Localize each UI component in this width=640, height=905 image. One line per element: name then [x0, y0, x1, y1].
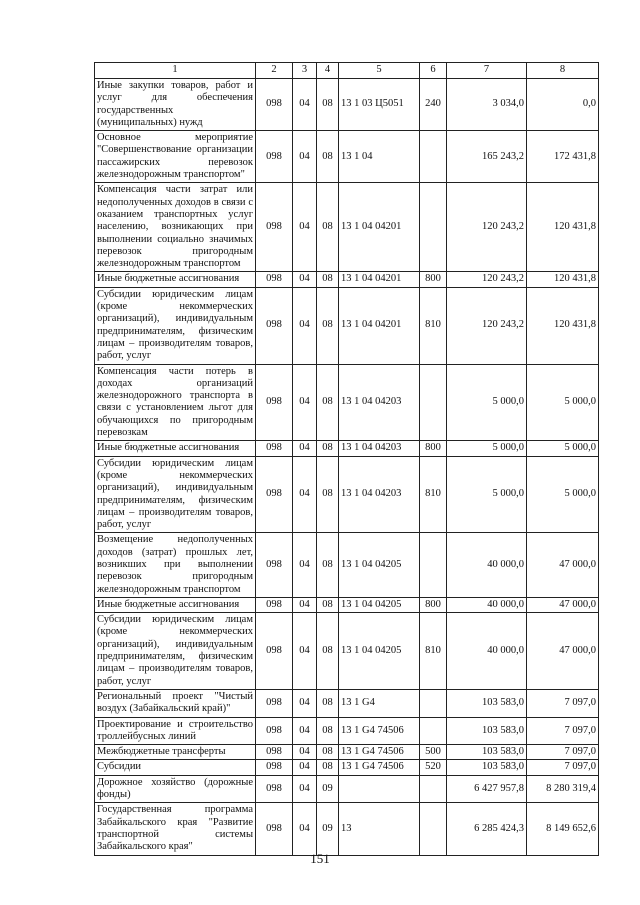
amount-col7-cell: 5 000,0	[447, 441, 527, 456]
row-name-cell: Компенсация части затрат или недополученных доходов в связи с оказанием транспортных услуг населению, возникающих при выполнении социально значимых перевозок пригородным железнодорожным транспортом	[95, 183, 256, 272]
section-code-cell: 04	[293, 272, 317, 287]
subsection-code-cell: 08	[317, 364, 339, 441]
subsection-code-cell: 08	[317, 183, 339, 272]
section-code-cell: 04	[293, 364, 317, 441]
target-article-cell: 13 1 04 04205	[339, 533, 420, 597]
subsection-code-cell: 09	[317, 803, 339, 855]
target-article-cell: 13	[339, 803, 420, 855]
amount-col8-cell: 0,0	[527, 79, 599, 131]
admin-code-cell: 098	[256, 364, 293, 441]
expense-type-cell	[420, 717, 447, 745]
subsection-code-cell: 08	[317, 689, 339, 717]
amount-col7-cell: 3 034,0	[447, 79, 527, 131]
subsection-code-cell: 08	[317, 131, 339, 183]
amount-col7-cell: 40 000,0	[447, 533, 527, 597]
admin-code-cell: 098	[256, 79, 293, 131]
amount-col7-cell: 120 243,2	[447, 183, 527, 272]
target-article-cell: 13 1 04	[339, 131, 420, 183]
header-cell: 6	[420, 63, 447, 79]
amount-col8-cell: 5 000,0	[527, 441, 599, 456]
amount-col8-cell: 5 000,0	[527, 456, 599, 533]
amount-col8-cell: 120 431,8	[527, 287, 599, 364]
row-name-cell: Иные бюджетные ассигнования	[95, 597, 256, 612]
subsection-code-cell: 08	[317, 456, 339, 533]
expense-type-cell: 800	[420, 441, 447, 456]
header-cell: 7	[447, 63, 527, 79]
expense-type-cell: 500	[420, 745, 447, 760]
admin-code-cell: 098	[256, 803, 293, 855]
target-article-cell: 13 1 G4 74506	[339, 717, 420, 745]
subsection-code-cell: 08	[317, 79, 339, 131]
section-code-cell: 04	[293, 803, 317, 855]
section-code-cell: 04	[293, 597, 317, 612]
row-name-cell: Межбюджетные трансферты	[95, 745, 256, 760]
target-article-cell: 13 1 04 04201	[339, 272, 420, 287]
target-article-cell: 13 1 03 Ц5051	[339, 79, 420, 131]
row-name-cell: Иные бюджетные ассигнования	[95, 272, 256, 287]
target-article-cell	[339, 775, 420, 803]
row-name-cell: Субсидии юридическим лицам (кроме некоммерческих организаций), индивидуальным предпринимателям, физическим лицам – производителям товаров, работ, услуг	[95, 456, 256, 533]
expense-type-cell	[420, 364, 447, 441]
amount-col8-cell: 7 097,0	[527, 760, 599, 775]
admin-code-cell: 098	[256, 745, 293, 760]
expense-type-cell: 800	[420, 272, 447, 287]
table-row	[95, 456, 599, 533]
target-article-cell: 13 1 04 04201	[339, 183, 420, 272]
table-row	[95, 597, 599, 612]
subsection-code-cell: 08	[317, 441, 339, 456]
section-code-cell: 04	[293, 183, 317, 272]
target-article-cell: 13 1 G4 74506	[339, 745, 420, 760]
subsection-code-cell: 08	[317, 533, 339, 597]
header-cell: 8	[527, 63, 599, 79]
expense-type-cell: 810	[420, 456, 447, 533]
table-row	[95, 131, 599, 183]
section-code-cell: 04	[293, 287, 317, 364]
amount-col8-cell: 5 000,0	[527, 364, 599, 441]
table-row	[95, 79, 599, 131]
budget-table	[94, 62, 599, 856]
target-article-cell: 13 1 04 04205	[339, 597, 420, 612]
table-row	[95, 441, 599, 456]
admin-code-cell: 098	[256, 597, 293, 612]
subsection-code-cell: 08	[317, 287, 339, 364]
table-row	[95, 183, 599, 272]
amount-col8-cell: 8 280 319,4	[527, 775, 599, 803]
section-code-cell: 04	[293, 533, 317, 597]
admin-code-cell: 098	[256, 441, 293, 456]
target-article-cell: 13 1 G4 74506	[339, 760, 420, 775]
target-article-cell: 13 1 04 04203	[339, 364, 420, 441]
table-row	[95, 364, 599, 441]
row-name-cell: Государственная программа Забайкальского края "Развитие транспортной системы Забайкальского края"	[95, 803, 256, 855]
table-row	[95, 760, 599, 775]
target-article-cell: 13 1 04 04205	[339, 613, 420, 690]
row-name-cell: Дорожное хозяйство (дорожные фонды)	[95, 775, 256, 803]
table-row	[95, 533, 599, 597]
row-name-cell: Субсидии юридическим лицам (кроме некоммерческих организаций), индивидуальным предпринимателям, физическим лицам – производителям товаров, работ, услуг	[95, 287, 256, 364]
row-name-cell: Проектирование и строительство троллейбусных линий	[95, 717, 256, 745]
amount-col7-cell: 165 243,2	[447, 131, 527, 183]
section-code-cell: 04	[293, 613, 317, 690]
subsection-code-cell: 08	[317, 760, 339, 775]
section-code-cell: 04	[293, 775, 317, 803]
table-row	[95, 287, 599, 364]
subsection-code-cell: 08	[317, 597, 339, 612]
expense-type-cell	[420, 183, 447, 272]
section-code-cell: 04	[293, 760, 317, 775]
admin-code-cell: 098	[256, 533, 293, 597]
amount-col8-cell: 47 000,0	[527, 613, 599, 690]
amount-col8-cell: 120 431,8	[527, 183, 599, 272]
amount-col7-cell: 103 583,0	[447, 760, 527, 775]
admin-code-cell: 098	[256, 456, 293, 533]
table-row	[95, 775, 599, 803]
section-code-cell: 04	[293, 79, 317, 131]
row-name-cell: Региональный проект "Чистый воздух (Забайкальский край)"	[95, 689, 256, 717]
amount-col7-cell: 120 243,2	[447, 272, 527, 287]
expense-type-cell	[420, 689, 447, 717]
amount-col8-cell: 7 097,0	[527, 717, 599, 745]
header-cell: 1	[95, 63, 256, 79]
page-number: 151	[310, 851, 330, 866]
expense-type-cell	[420, 533, 447, 597]
admin-code-cell: 098	[256, 775, 293, 803]
expense-type-cell	[420, 131, 447, 183]
table-body	[95, 79, 599, 856]
target-article-cell: 13 1 04 04203	[339, 441, 420, 456]
table-row	[95, 717, 599, 745]
target-article-cell: 13 1 G4	[339, 689, 420, 717]
table-row	[95, 745, 599, 760]
section-code-cell: 04	[293, 131, 317, 183]
admin-code-cell: 098	[256, 287, 293, 364]
table-row	[95, 803, 599, 855]
admin-code-cell: 098	[256, 131, 293, 183]
target-article-cell: 13 1 04 04201	[339, 287, 420, 364]
row-name-cell: Основное мероприятие "Совершенствование организации пассажирских перевозок железнодорожным транспортом"	[95, 131, 256, 183]
row-name-cell: Компенсация части потерь в доходах организаций железнодорожного транспорта в связи с установлением льгот для обучающихся по пригородным перевозкам	[95, 364, 256, 441]
header-cell: 3	[293, 63, 317, 79]
subsection-code-cell: 08	[317, 613, 339, 690]
amount-col7-cell: 5 000,0	[447, 456, 527, 533]
row-name-cell: Субсидии	[95, 760, 256, 775]
expense-type-cell	[420, 803, 447, 855]
section-code-cell: 04	[293, 456, 317, 533]
subsection-code-cell: 08	[317, 745, 339, 760]
admin-code-cell: 098	[256, 760, 293, 775]
expense-type-cell: 240	[420, 79, 447, 131]
amount-col8-cell: 47 000,0	[527, 533, 599, 597]
expense-type-cell: 810	[420, 287, 447, 364]
expense-type-cell: 800	[420, 597, 447, 612]
section-code-cell: 04	[293, 441, 317, 456]
admin-code-cell: 098	[256, 689, 293, 717]
row-name-cell: Субсидии юридическим лицам (кроме некоммерческих организаций), индивидуальным предпринимателям, физическим лицам – производителям товаров, работ, услуг	[95, 613, 256, 690]
table-row	[95, 689, 599, 717]
amount-col8-cell: 120 431,8	[527, 272, 599, 287]
row-name-cell: Возмещение недополученных доходов (затрат) прошлых лет, возникших при выполнении перевозок пригородным железнодорожным транспортом	[95, 533, 256, 597]
subsection-code-cell: 08	[317, 717, 339, 745]
amount-col7-cell: 40 000,0	[447, 613, 527, 690]
amount-col8-cell: 7 097,0	[527, 745, 599, 760]
amount-col7-cell: 120 243,2	[447, 287, 527, 364]
expense-type-cell: 810	[420, 613, 447, 690]
table-row	[95, 613, 599, 690]
amount-col7-cell: 6 285 424,3	[447, 803, 527, 855]
table-header-row	[95, 63, 599, 79]
admin-code-cell: 098	[256, 613, 293, 690]
admin-code-cell: 098	[256, 717, 293, 745]
amount-col8-cell: 8 149 652,6	[527, 803, 599, 855]
amount-col7-cell: 5 000,0	[447, 364, 527, 441]
amount-col7-cell: 40 000,0	[447, 597, 527, 612]
expense-type-cell	[420, 775, 447, 803]
amount-col7-cell: 103 583,0	[447, 717, 527, 745]
section-code-cell: 04	[293, 689, 317, 717]
expense-type-cell: 520	[420, 760, 447, 775]
amount-col7-cell: 103 583,0	[447, 745, 527, 760]
header-cell: 4	[317, 63, 339, 79]
header-cell: 5	[339, 63, 420, 79]
subsection-code-cell: 09	[317, 775, 339, 803]
amount-col8-cell: 47 000,0	[527, 597, 599, 612]
subsection-code-cell: 08	[317, 272, 339, 287]
row-name-cell: Иные закупки товаров, работ и услуг для обеспечения государственных (муниципальных) нужд	[95, 79, 256, 131]
admin-code-cell: 098	[256, 183, 293, 272]
amount-col8-cell: 7 097,0	[527, 689, 599, 717]
amount-col7-cell: 103 583,0	[447, 689, 527, 717]
row-name-cell: Иные бюджетные ассигнования	[95, 441, 256, 456]
section-code-cell: 04	[293, 745, 317, 760]
target-article-cell: 13 1 04 04203	[339, 456, 420, 533]
table-row	[95, 272, 599, 287]
header-cell: 2	[256, 63, 293, 79]
admin-code-cell: 098	[256, 272, 293, 287]
section-code-cell: 04	[293, 717, 317, 745]
amount-col8-cell: 172 431,8	[527, 131, 599, 183]
amount-col7-cell: 6 427 957,8	[447, 775, 527, 803]
